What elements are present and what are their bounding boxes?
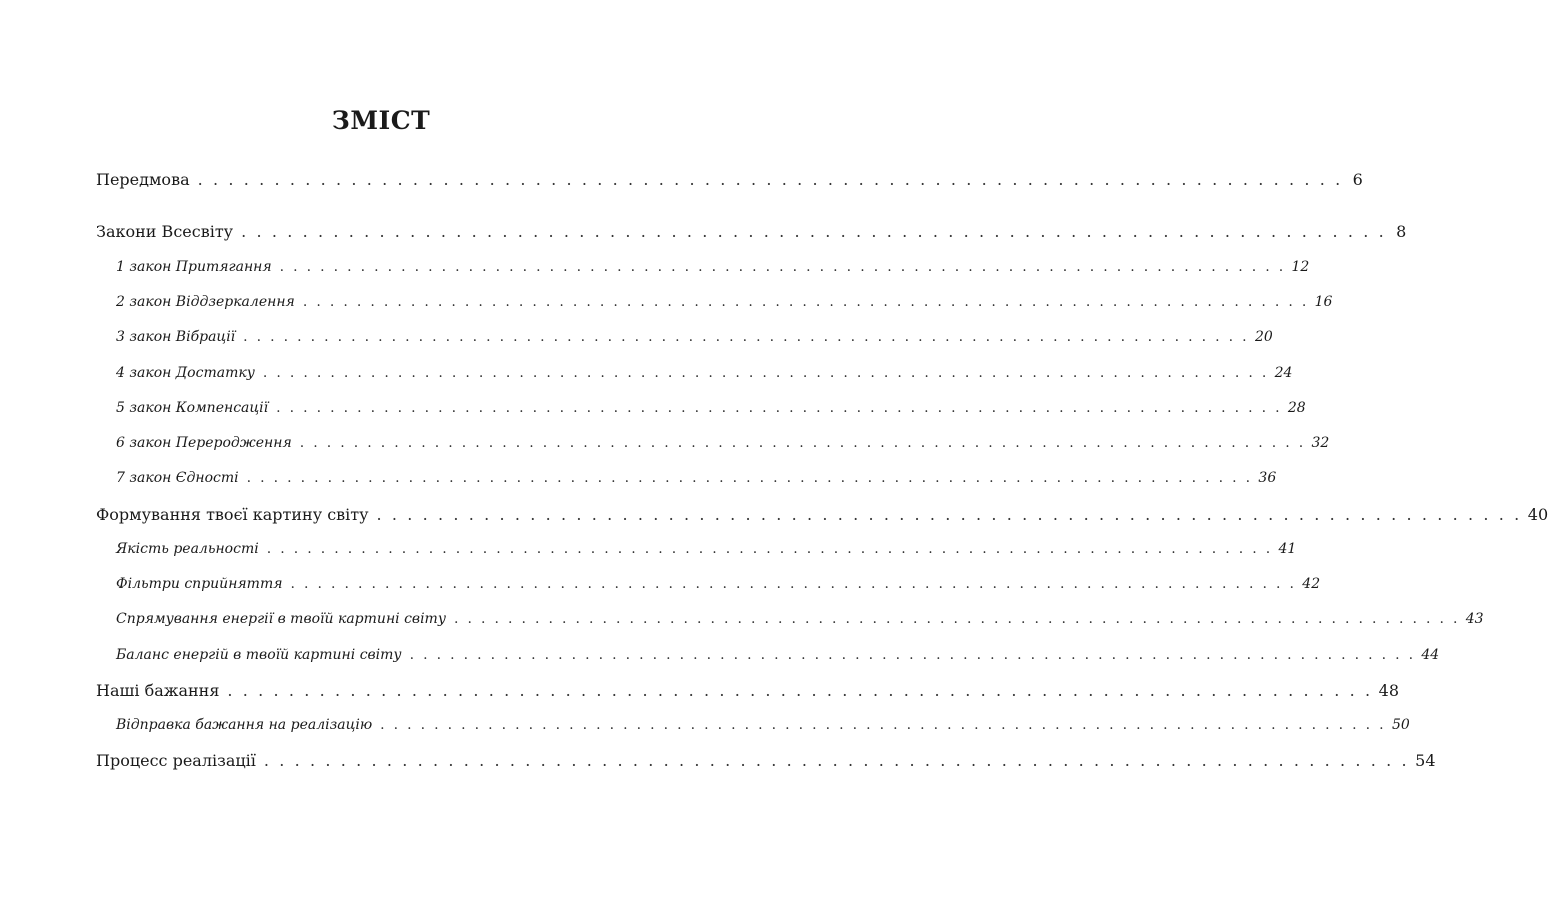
toc-entry-perception-filters	[96, 576, 1321, 592]
toc-entry-label: Закони Всесвіту	[96, 222, 234, 241]
toc-entry-energy-direction	[96, 611, 1484, 627]
toc-entry-page: 41	[1278, 541, 1297, 557]
dot-leader: . . . . . . . . . . . . . . . . . . . . . . . . . . . . . . . . . . . . . . . . . . . . . . . . . . . . . . . . . . . . . . . . . . . . . . . . . . .	[246, 470, 1253, 486]
toc-entry-page: 6	[1352, 170, 1363, 189]
dot-leader: . . . . . . . . . . . . . . . . . . . . . . . . . . . . . . . . . . . . . . . . . . . . . . . . . . . . . . . . . . . . . . . . . . . . . . . . . . .	[302, 294, 1309, 310]
dot-leader: . . . . . . . . . . . . . . . . . . . . . . . . . . . . . . . . . . . . . . . . . . . . . . . . . . . . . . . . . . . . . . . . . . . . . . . . . . .	[376, 505, 1522, 524]
dot-leader: . . . . . . . . . . . . . . . . . . . . . . . . . . . . . . . . . . . . . . . . . . . . . . . . . . . . . . . . . . . . . . . . . . . . . . . . . . .	[279, 259, 1286, 275]
toc-entry-worldview	[96, 505, 1548, 524]
toc-entry-law-7	[96, 470, 1277, 486]
toc-entry-law-6	[96, 435, 1330, 451]
toc-entry-page: 32	[1311, 435, 1330, 451]
toc-entry-our-desires	[96, 681, 1399, 700]
toc-entry-page: 24	[1274, 365, 1293, 381]
toc-title: ЗМІСТ	[331, 106, 431, 135]
toc-entry-label: Формування твоєї картину світу	[96, 505, 369, 524]
toc-entry-label: 1 закон Притягання	[116, 259, 272, 275]
toc-entry-page: 50	[1391, 717, 1410, 733]
toc-entry-page: 42	[1302, 576, 1321, 592]
toc-entry-law-4	[96, 365, 1293, 381]
dot-leader: . . . . . . . . . . . . . . . . . . . . . . . . . . . . . . . . . . . . . . . . . . . . . . . . . . . . . . . . . . . . . . . . . . . . . . . . . . .	[241, 222, 1387, 241]
toc-entry-page: 48	[1378, 681, 1399, 700]
toc-entry-label: 3 закон Вібрації	[116, 329, 236, 345]
toc-entry-energy-balance	[96, 647, 1440, 663]
dot-leader: . . . . . . . . . . . . . . . . . . . . . . . . . . . . . . . . . . . . . . . . . . . . . . . . . . . . . . . . . . . . . . . . . . . . . . . . . . .	[266, 541, 1273, 557]
dot-leader: . . . . . . . . . . . . . . . . . . . . . . . . . . . . . . . . . . . . . . . . . . . . . . . . . . . . . . . . . . . . . . . . . . . . . . . . . . .	[243, 329, 1249, 345]
dot-leader: . . . . . . . . . . . . . . . . . . . . . . . . . . . . . . . . . . . . . . . . . . . . . . . . . . . . . . . . . . . . . . . . . . . . . . . . . . .	[290, 576, 1297, 592]
toc-entry-page: 36	[1258, 470, 1277, 486]
toc-entry-label: Якість реальності	[116, 541, 259, 557]
dot-leader: . . . . . . . . . . . . . . . . . . . . . . . . . . . . . . . . . . . . . . . . . . . . . . . . . . . . . . . . . . . . . . . . . . . . . . . . . . .	[299, 435, 1306, 451]
toc-entry-law-2	[96, 294, 1333, 310]
toc-entry-label: 5 закон Компенсації	[116, 400, 269, 416]
dot-leader: . . . . . . . . . . . . . . . . . . . . . . . . . . . . . . . . . . . . . . . . . . . . . . . . . . . . . . . . . . . . . . . . . . . . . . . . . . .	[227, 681, 1373, 700]
toc-entry-page: 8	[1396, 222, 1407, 241]
toc-entry-page: 43	[1465, 611, 1484, 627]
toc-entry-page: 40	[1527, 505, 1548, 524]
dot-leader: . . . . . . . . . . . . . . . . . . . . . . . . . . . . . . . . . . . . . . . . . . . . . . . . . . . . . . . . . . . . . . . . . . . . . . . . . . .	[409, 647, 1416, 663]
toc-entry-laws-of-universe	[96, 222, 1407, 241]
toc-list	[96, 0, 1548, 900]
toc-entry-label: 2 закон Віддзеркалення	[116, 294, 295, 310]
toc-entry-quality-of-reality	[96, 541, 1297, 557]
toc-entry-sending-desire	[96, 717, 1410, 733]
toc-entry-realization-process	[96, 751, 1436, 770]
dot-leader: . . . . . . . . . . . . . . . . . . . . . . . . . . . . . . . . . . . . . . . . . . . . . . . . . . . . . . . . . . . . . . . . . . . . . . . . . . .	[262, 365, 1269, 381]
toc-entry-page: 20	[1254, 329, 1273, 345]
toc-entry-label: Процесс реалізації	[96, 751, 256, 770]
toc-entry-page: 28	[1287, 400, 1306, 416]
toc-entry-page: 44	[1421, 647, 1440, 663]
toc-entry-label: Спрямування енергії в твоїй картині світу	[116, 611, 446, 627]
toc-entry-label: 4 закон Достатку	[116, 365, 255, 381]
toc-entry-law-3	[96, 329, 1273, 345]
dot-leader: . . . . . . . . . . . . . . . . . . . . . . . . . . . . . . . . . . . . . . . . . . . . . . . . . . . . . . . . . . . . . . . . . . . . . . . . . . .	[197, 170, 1343, 189]
toc-entry-label: 6 закон Переродження	[116, 435, 292, 451]
toc-entry-label: Наші бажання	[96, 681, 220, 700]
toc-entry-law-1	[96, 259, 1310, 275]
dot-leader: . . . . . . . . . . . . . . . . . . . . . . . . . . . . . . . . . . . . . . . . . . . . . . . . . . . . . . . . . . . . . . . . . . . . . . . . . . .	[263, 751, 1410, 770]
toc-entry-label: Баланс енергій в твоїй картині світу	[116, 647, 402, 663]
dot-leader: . . . . . . . . . . . . . . . . . . . . . . . . . . . . . . . . . . . . . . . . . . . . . . . . . . . . . . . . . . . . . . . . . . . . . . . . . . .	[380, 717, 1386, 733]
toc-entry-label: Фільтри сприйняття	[116, 576, 283, 592]
toc-entry-page: 16	[1314, 294, 1333, 310]
dot-leader: . . . . . . . . . . . . . . . . . . . . . . . . . . . . . . . . . . . . . . . . . . . . . . . . . . . . . . . . . . . . . . . . . . . . . . . . . . .	[276, 400, 1282, 416]
toc-entry-page: 54	[1415, 751, 1436, 770]
toc-entry-label: Передмова	[96, 170, 190, 189]
toc-entry-page: 12	[1291, 259, 1310, 275]
dot-leader: . . . . . . . . . . . . . . . . . . . . . . . . . . . . . . . . . . . . . . . . . . . . . . . . . . . . . . . . . . . . . . . . . . . . . . . . . . .	[453, 611, 1460, 627]
toc-entry-label: 7 закон Єдності	[116, 470, 239, 486]
toc-entry-foreword	[96, 170, 1363, 189]
toc-entry-law-5	[96, 400, 1306, 416]
toc-entry-label: Відправка бажання на реалізацію	[116, 717, 373, 733]
